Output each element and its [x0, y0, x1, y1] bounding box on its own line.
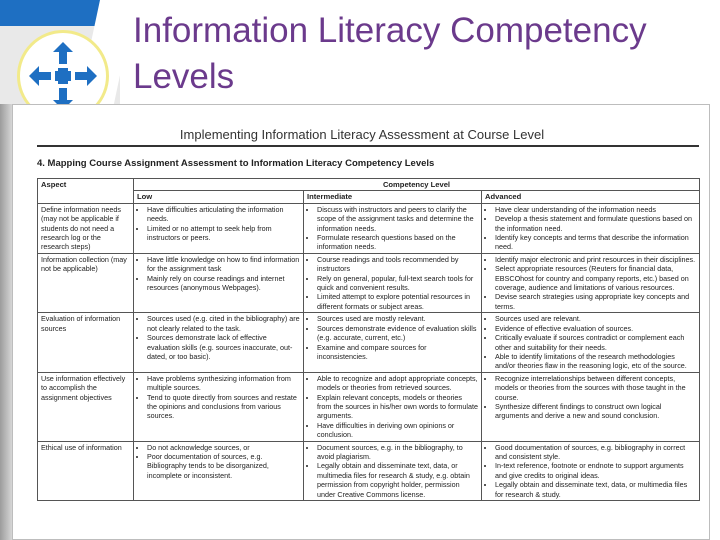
list-item: • Legally obtain and disseminate text, data, or multimedia files for research & study. [495, 480, 696, 499]
list-item: • Have little knowledge on how to find information for the assignment task [147, 255, 300, 274]
aspect-cell: Evaluation of information sources [38, 313, 134, 372]
list-item: • Mainly rely on course readings and internet resources (anonymous Webpages). [147, 274, 300, 293]
list-item: • Devise search strategies using appropriate key concepts and terms. [495, 292, 696, 311]
list-item: • In-text reference, footnote or endnote to support arguments and give credits to original ideas. [495, 461, 696, 480]
list-item: • Limited or no attempt to seek help from instructors or peers. [147, 224, 300, 243]
slide-title: Information Literacy Competency Levels [133, 11, 647, 96]
aspect-cell: Ethical use of information [38, 441, 134, 500]
advanced-cell [482, 441, 700, 500]
table-header-row [38, 179, 700, 191]
advanced-cell [482, 372, 700, 441]
list-item: • Identify major electronic and print resources in their disciplines. [495, 255, 696, 264]
list-item: • Recognize interrelationships between different concepts, models or theories from the sources with those taught in the course. [495, 374, 696, 402]
list-item: • Able to identify limitations of the research methodologies and/or theories flaw in the reasoning logic, etc of the source. [495, 352, 696, 371]
list-item: • Able to recognize and adopt appropriate concepts, models or theories from retrieved sources. [317, 374, 478, 393]
low-cell [134, 253, 304, 312]
low-cell [134, 313, 304, 372]
intermediate-cell [304, 372, 482, 441]
list-item: • Synthesize different findings to construct own logical arguments and derive a new and sound conclusion. [495, 402, 696, 421]
aspect-cell: Define information needs (may not be applicable if students do not need a research log or the research steps) [38, 203, 134, 253]
list-item: • Tend to quote directly from sources and restate the opinions and conclusions from various sources. [147, 393, 300, 421]
level-intermediate-header: Intermediate [304, 191, 482, 203]
document-image [12, 104, 710, 540]
list-item: • Develop a thesis statement and formulate questions based on the information need. [495, 214, 696, 233]
list-item: • Discuss with instructors and peers to clarify the scope of the assignment tasks and determine the information needs. [317, 205, 478, 233]
list-item: • Sources used are mostly relevant. [317, 314, 478, 323]
document-heading: Implementing Information Literacy Assessment at Course Level [179, 127, 545, 142]
list-item: • Have difficulties in deriving own opinions or conclusion. [317, 421, 478, 440]
document-shadow [0, 104, 12, 540]
intermediate-cell [304, 313, 482, 372]
list-item: • Select appropriate resources (Reuters for financial data, EBSCOhost for country and company reports, etc.) based on coverage, audience and limitations of various resources. [495, 264, 696, 292]
section-title: 4. Mapping Course Assignment Assessment to Information Literacy Competency Levels [37, 158, 435, 169]
list-item: • Course readings and tools recommended by instructors [317, 255, 478, 274]
list-item: • Good documentation of sources, e.g. bibliography in correct and consistent style. [495, 443, 696, 462]
advanced-cell [482, 313, 700, 372]
low-cell [134, 203, 304, 253]
heading-rule [37, 145, 699, 147]
list-item: • Document sources, e.g. in the bibliography, to avoid plagiarism. [317, 443, 478, 462]
aspect-cell: Information collection (may not be applicable) [38, 253, 134, 312]
low-cell [134, 372, 304, 441]
list-item: • Rely on general, popular, full-text search tools for quick and convenient results. [317, 274, 478, 293]
list-item: • Limited attempt to explore potential resources in different formats or subject areas. [317, 292, 478, 311]
list-item: • Sources demonstrate evidence of evaluation skills (e.g. accurate, current, etc.) [317, 324, 478, 343]
list-item: • Have clear understanding of the information needs [495, 205, 696, 214]
table-row [38, 253, 700, 312]
list-item: • Examine and compare sources for inconsistencies. [317, 343, 478, 362]
list-item: • Identify key concepts and terms that describe the information need. [495, 233, 696, 252]
table-row [38, 313, 700, 372]
list-item: • Have problems synthesizing information from multiple sources. [147, 374, 300, 393]
table-row [38, 441, 700, 500]
table-row [38, 372, 700, 441]
table-level-row [38, 191, 700, 203]
competency-table [37, 178, 700, 501]
intermediate-cell [304, 253, 482, 312]
list-item: • Have difficulties articulating the information needs. [147, 205, 300, 224]
intermediate-cell [304, 441, 482, 500]
advanced-cell [482, 203, 700, 253]
advanced-cell [482, 253, 700, 312]
list-item: • Sources used are relevant. [495, 314, 696, 323]
list-item: • Sources demonstrate lack of effective evaluation skills (e.g. sources inaccurate, out-dated, or too basic). [147, 333, 300, 361]
competency-header: Competency Level [134, 179, 700, 191]
list-item: • Critically evaluate if sources contradict or complement each other and suitability for their needs. [495, 333, 696, 352]
intermediate-cell [304, 203, 482, 253]
list-item: • Evidence of effective evaluation of sources. [495, 324, 696, 333]
list-item: • Formulate research questions based on the information needs. [317, 233, 478, 252]
list-item: • Do not acknowledge sources, or [147, 443, 300, 452]
list-item: • Explain relevant concepts, models or theories from the sources in his/her own words to formulate arguments. [317, 393, 478, 421]
list-item: • Legally obtain and disseminate text, data, or multimedia files for research & study, e.g. obtain permission from copyright holder, permission under Creative Commons license. [317, 461, 478, 499]
aspect-cell: Use information effectively to accomplish the assignment objectives [38, 372, 134, 441]
level-advanced-header: Advanced [482, 191, 700, 203]
list-item: • Poor documentation of sources, e.g. Bibliography tends to be disorganized, incomplete or inconsistent. [147, 452, 300, 480]
aspect-header: Aspect [38, 179, 134, 204]
low-cell [134, 441, 304, 500]
table-row [38, 203, 700, 253]
cross-arrows-logo-icon [29, 42, 97, 110]
list-item: • Sources used (e.g. cited in the bibliography) are not clearly related to the task. [147, 314, 300, 333]
level-low-header: Low [134, 191, 304, 203]
